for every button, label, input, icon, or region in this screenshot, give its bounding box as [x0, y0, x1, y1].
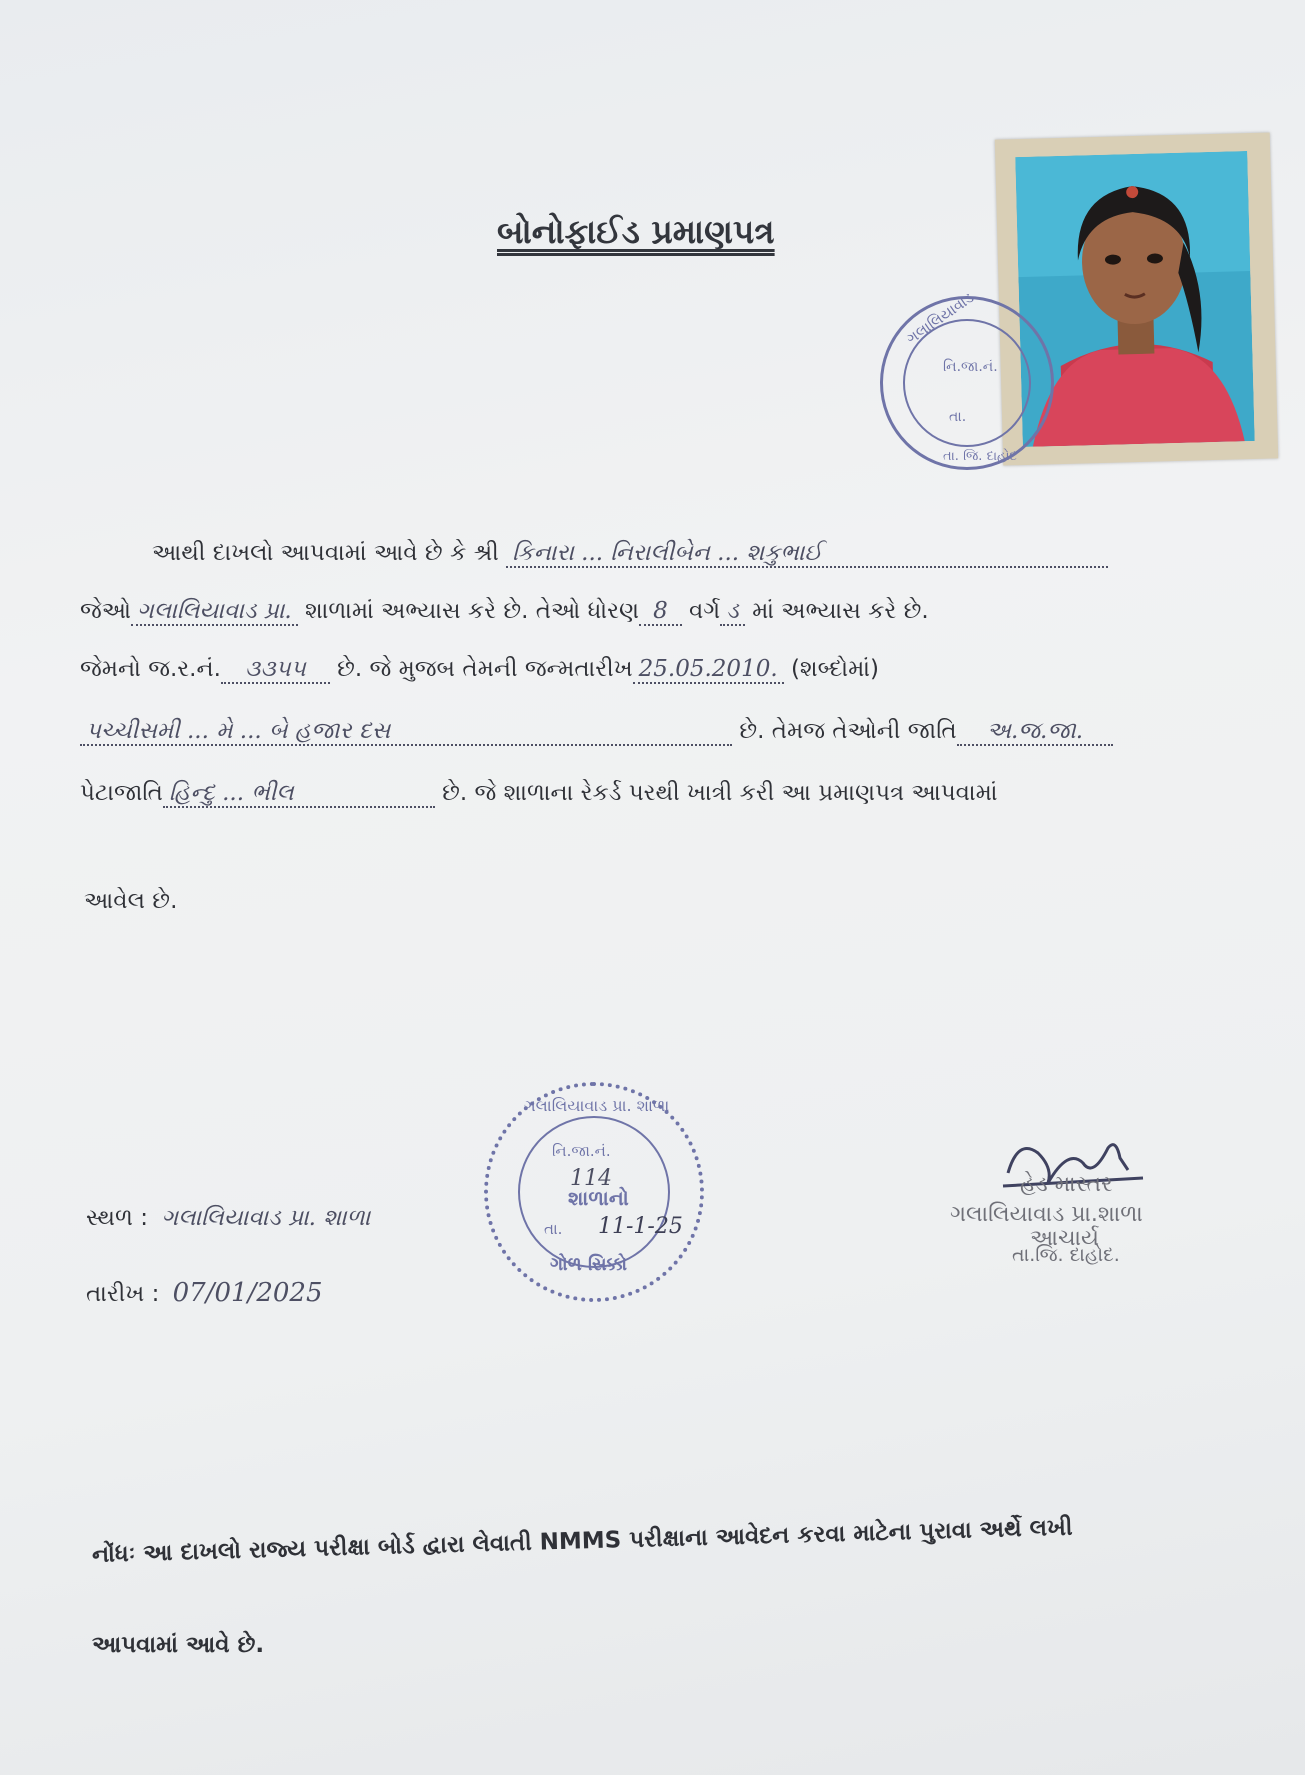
- certificate-title: બોનોફાઈડ પ્રમાણપત્ર: [497, 212, 775, 251]
- place-row: [86, 1205, 376, 1231]
- line3-mid: છે. જે મુજબ તેમની જન્મતારીખ: [337, 656, 633, 682]
- line5-suffix: છે. જે શાળાના રેકર્ડ પરથી ખાત્રી કરી આ પ્રમાણપત્ર આપવામાં: [442, 780, 998, 806]
- line5-prefix: પેટાજાતિ: [80, 780, 163, 806]
- stamp-label: શાળાનો: [568, 1186, 629, 1210]
- date-row: [86, 1278, 329, 1308]
- student-name-field: કિનારા ... નિરાલીબેન ... શકુભાઈ: [506, 540, 1108, 568]
- caste-field: અ.જ.જા.: [957, 718, 1113, 746]
- note-line-2: આપવામાં આવે છે.: [92, 1632, 265, 1658]
- body-line-2: [80, 598, 929, 624]
- signature-school: ગલાલિયાવાડ પ્રા.શાળા: [950, 1202, 1143, 1227]
- body-line-5: [80, 780, 997, 808]
- school-name-field: ગલાલિયાવાડ પ્રા.: [131, 598, 298, 626]
- stamp-ring-text: ગલાલિયાવાડ પ્રા. શાળા: [524, 1096, 670, 1115]
- place-label: સ્થળ :: [86, 1205, 149, 1231]
- stamp-ring-text: ગલાલિયાવાડ: [902, 288, 978, 348]
- body-line-4: [80, 718, 1113, 746]
- place-value: ગલાલિયાવાડ પ્રા. શાળા: [161, 1205, 371, 1231]
- stamp-date-label: તા.: [949, 409, 967, 425]
- division-field: ડ: [720, 598, 745, 626]
- signature-taluka: તા.જિ. દાહોદ.: [1012, 1244, 1120, 1266]
- stamp-bottom-text: તા. જિ. દાહોદ: [943, 449, 1017, 464]
- top-school-stamp: [880, 288, 1054, 470]
- subcaste-field: હિન્દુ ... ભીલ: [163, 780, 435, 808]
- line2-suffix: માં અભ્યાસ કરે છે.: [752, 598, 929, 624]
- stamp-number-label: નિ.જા.નં.: [943, 359, 998, 375]
- dob-field: 25.05.2010.: [633, 656, 784, 684]
- date-label: તારીખ :: [86, 1281, 160, 1307]
- school-round-stamp: [484, 1082, 704, 1302]
- line2-prefix: જેઓ: [80, 598, 132, 624]
- line3-prefix: જેમનો જ.ર.નં.: [80, 656, 221, 682]
- signature-role: આચાર્ય: [1030, 1226, 1099, 1251]
- body-line-1: [152, 540, 1108, 568]
- intro-text: આથી દાખલો આપવામાં આવે છે કે શ્રી: [152, 540, 499, 566]
- line2-mid: શાળામાં અભ્યાસ કરે છે. તેઓ ધોરણ: [304, 598, 640, 624]
- signature-title-1: હેડ માસ્તર: [1020, 1172, 1113, 1197]
- note-line-1: નોંધઃ આ દાખલો રાજ્ય પરીક્ષા બોર્ડ દ્વારા લેવાતી NMMS પરીક્ષાના આવેદન કરવા માટેના પુરાવા અર્થે લખી: [91, 1514, 1073, 1568]
- stamp-number-label: નિ.જા.નં.: [552, 1142, 611, 1160]
- line2-class-label: વર્ગ: [689, 598, 721, 624]
- stamp-bottom-text: ગોળ સિક્કો: [550, 1254, 627, 1275]
- body-line-3: [80, 656, 879, 682]
- line3-suffix: (શબ્દોમાં): [790, 656, 879, 682]
- stamp-number: 114: [570, 1166, 612, 1191]
- date-value: 07/01/2025: [172, 1278, 323, 1308]
- dob-words-field: પચ્ચીસમી ... મે ... બે હજાર દસ: [80, 718, 732, 746]
- standard-field: 8: [639, 598, 682, 626]
- gr-number-field: ૩૩૫૫: [221, 656, 330, 684]
- line4-mid: છે. તેમજ તેઓની જાતિ: [739, 718, 957, 744]
- stamp-date: 11-1-25: [598, 1214, 683, 1239]
- body-line-6: આવેલ છે.: [84, 888, 178, 914]
- stamp-date-prefix: તા.: [544, 1220, 563, 1238]
